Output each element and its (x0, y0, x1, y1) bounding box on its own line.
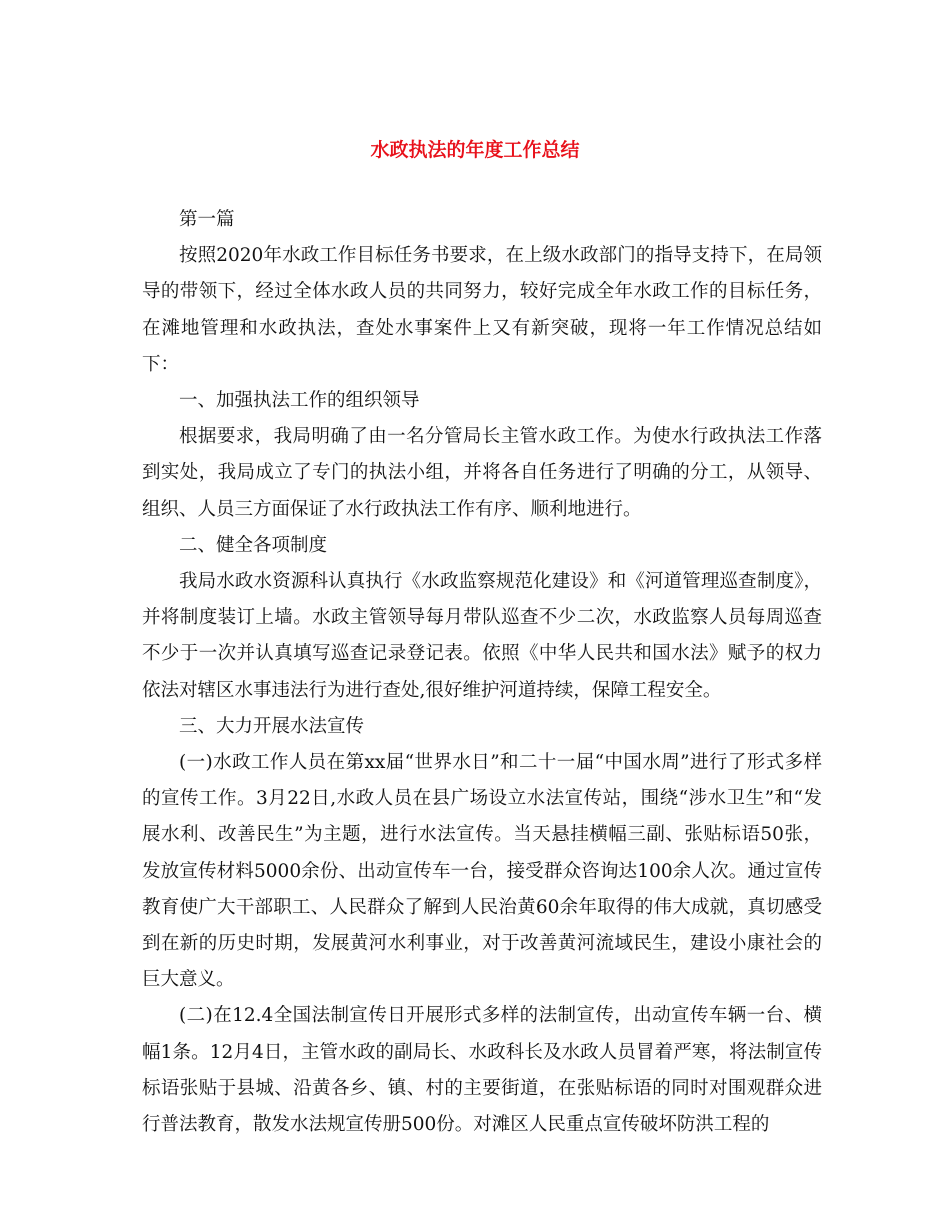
publicity-paragraph-two: (二)在12.4全国法制宣传日开展形式多样的法制宣传，出动宣传车辆一台、横幅1条。12月4日，主管水政的副局长、水政科长及水政人员冒着严寒，将法制宣传标语张贴于县城、沿黄各乡、镇、村的主要街道，在张贴标语的同时对围观群众进行普法教育，散发水法规宣传册500份。对滩区人民重点宣传破坏防洪工程的 (142, 1005, 822, 1136)
publicity-paragraph-one: (一)水政工作人员在第xx届“世界水日”和二十一届“中国水周”进行了形式多样的宣传工作。3月22日,水政人员在县广场设立水法宣传站，围绕“涉水卫生”和“发展水利、改善民生”为主题，进行水法宣传。当天悬挂横幅三副、张贴标语50张，发放宣传材料5000余份、出动宣传车一台，接受群众咨询达100余人次。通过宣传教育使广大干部职工、人民群众了解到人民治黄60余年取得的伟大成就，真切感受到在新的历史时期，发展黄河水利事业，对于改善黄河流域民生，建设小康社会的巨大意义。 (142, 752, 822, 991)
section-heading-organization: 一、加强执法工作的组织领导 (179, 390, 420, 412)
section-heading-systems: 二、健全各项制度 (179, 534, 328, 556)
intro-paragraph: 按照2020年水政工作目标任务书要求，在上级水政部门的指导支持下，在局领导的带领下，经过全体水政人员的共同努力，较好完成全年水政工作的目标任务，在滩地管理和水政执法，查处水事案件上又有新突破，现将一年工作情况总结如下： (142, 245, 822, 375)
section-heading-part-one: 第一篇 (179, 209, 235, 230)
organization-paragraph: 根据要求，我局明确了由一名分管局长主管水政工作。为使水行政执法工作落到实处，我局成立了专门的执法小组，并将各自任务进行了明确的分工，从领导、组织、人员三方面保证了水行政执法工作有序、顺利地进行。 (142, 426, 822, 520)
document-title: 水政执法的年度工作总结 (370, 139, 580, 161)
document-body (142, 202, 822, 1143)
systems-paragraph: 我局水政水资源科认真执行《水政监察规范化建设》和《河道管理巡查制度》，并将制度装订上墙。水政主管领导每月带队巡查不少二次，水政监察人员每周巡查不少于一次并认真填写巡查记录登记表。依照《中华人民共和国水法》赋予的权力依法对辖区水事违法行为进行查处,很好维护河道持续，保障工程安全。 (142, 571, 822, 701)
section-heading-publicity: 三、大力开展水法宣传 (179, 715, 365, 737)
